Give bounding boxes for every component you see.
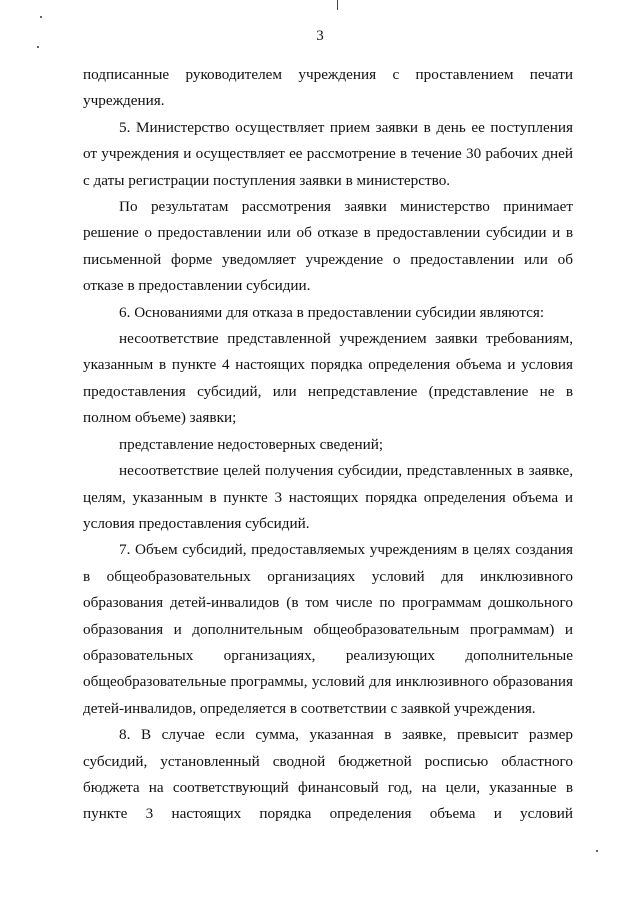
paragraph: По результатам рассмотрения заявки министерство принимает решение о предоставлении или об отказе в предоставлении субсидии и в письменной форме уведомляет учреждение о предоставлении или об отказе в предоставлении субсидии. bbox=[83, 198, 573, 295]
scan-speck bbox=[596, 850, 598, 852]
paragraph: 5. Министерство осуществляет прием заявки в день ее поступления от учреждения и осуществляет ее рассмотрение в течение 30 рабочих дней с даты регистрации поступления заявки в министерство. bbox=[83, 118, 573, 189]
scan-speck bbox=[37, 46, 39, 48]
paragraph: 7. Объем субсидий, предоставляемых учреждениям в целях создания в общеобразовательных организациях условий для инклюзивного образования детей-инвалидов (в том числе по программам дошкольного образования и дополнительным общеобразовательным программам) и образовательных организациях, реализующих дополнительные общеобразовательные программы, условий для инклюзивного образования детей-инвалидов, определяется в соответствии с заявкой учреждения. bbox=[83, 541, 573, 717]
document-body bbox=[83, 62, 573, 828]
paragraph: представление недостоверных сведений; bbox=[119, 435, 384, 453]
page-number: 3 bbox=[316, 28, 324, 44]
paragraph: подписанные руководителем учреждения с проставлением печати учреждения. bbox=[83, 66, 573, 110]
scan-speck bbox=[40, 16, 42, 18]
paragraph: 6. Основаниями для отказа в предоставлении субсидии являются: bbox=[119, 303, 545, 321]
paragraph: несоответствие представленной учреждением заявки требованиям, указанным в пункте 4 настоящих порядка определения объема и условия предоставления субсидий, или непредставление (представление не в полном объеме) заявки; bbox=[83, 330, 573, 427]
paragraph: несоответствие целей получения субсидии, представленных в заявке, целям, указанным в пункте 3 настоящих порядка определения объема и условия предоставления субсидий. bbox=[83, 462, 573, 532]
scan-mark bbox=[337, 0, 338, 10]
paragraph: 8. В случае если сумма, указанная в заявке, превысит размер субсидий, установленный сводной бюджетной росписью областного бюджета на соответствующий финансовый год, на цели, указанные в пункте 3 настоящих порядка определения объема и условий bbox=[83, 726, 573, 823]
